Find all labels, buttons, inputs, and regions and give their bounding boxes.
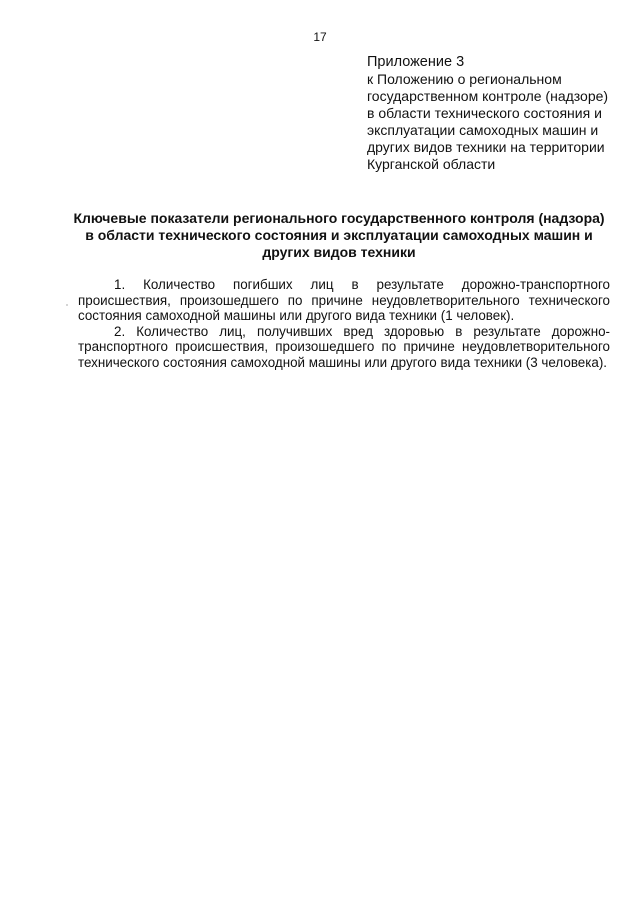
appendix-line: к Положению о региональном [367, 71, 562, 87]
paragraph-2: 2. Количество лиц, получивших вред здоровью в результате дорожно-транспортного происшествия, произошедшего по причине неудовлетворительного технического состояния самоходной машины или другого вида техники (3 человека). [78, 323, 610, 370]
title-line: других видов техники [262, 244, 416, 260]
title-line: Ключевые показатели регионального государственного контроля (надзора) [73, 210, 605, 226]
appendix-line: Курганской области [367, 156, 496, 172]
appendix-line: эксплуатации самоходных машин и [367, 122, 599, 138]
appendix-header [367, 54, 617, 173]
scan-artifact [66, 304, 68, 306]
paragraph-1: 1. Количество погибших лиц в результате дорожно-транспортного происшествия, произошедшего по причине неудовлетворительного технического состояния самоходной машины или другого вида техники (1 человек). [78, 277, 610, 324]
document-body [78, 277, 610, 371]
title-line: в области технического состояния и эксплуатации самоходных машин и [85, 227, 593, 243]
appendix-line: государственном контроле (надзоре) [367, 88, 609, 104]
appendix-title: Приложение 3 [367, 54, 465, 70]
appendix-line: других видов техники на территории [367, 139, 605, 155]
appendix-line: в области технического состояния и [367, 105, 602, 121]
page-number: 17 [313, 30, 327, 44]
document-title [60, 210, 618, 261]
